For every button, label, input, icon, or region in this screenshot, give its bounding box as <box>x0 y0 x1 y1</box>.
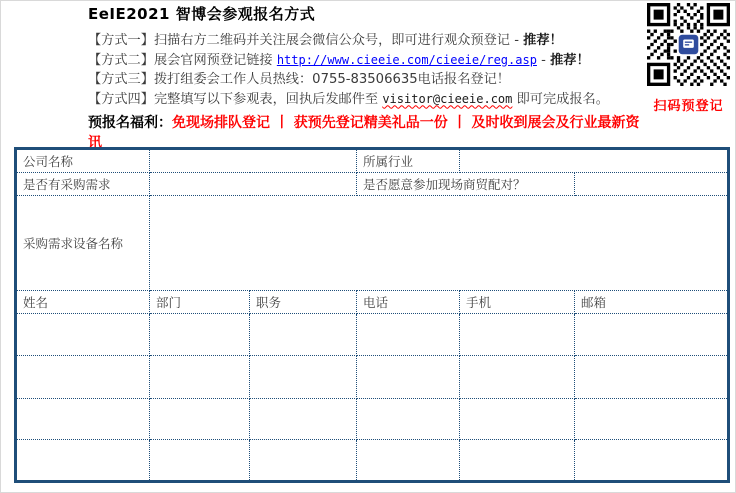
method-1-recommend: 推荐！ <box>523 33 563 48</box>
method-2-recommend: 推荐！ <box>550 52 590 68</box>
industry-field[interactable] <box>460 149 729 173</box>
intro-section <box>88 3 654 153</box>
method-4-line <box>88 90 654 110</box>
contact-header-row <box>16 291 729 314</box>
contact-entry-row <box>16 399 729 440</box>
email-field[interactable] <box>575 356 729 399</box>
contact-entry-row <box>16 314 729 356</box>
industry-label: 所属行业 <box>357 149 460 173</box>
method-3-text: 拨打组委会工作人员热线：0755-83506635电话报名登记！ <box>153 72 510 87</box>
position-field[interactable] <box>250 440 357 482</box>
table-row <box>16 196 729 291</box>
contact-entry-row <box>16 440 729 482</box>
table-row <box>16 149 729 173</box>
qr-caption: 扫码预登记 <box>653 99 724 114</box>
method-2-dash: - <box>536 52 551 68</box>
company-name-label: 公司名称 <box>16 149 150 173</box>
method-1-line <box>88 31 654 51</box>
position-field[interactable] <box>250 399 357 440</box>
department-field[interactable] <box>150 356 250 399</box>
method-4-prefix: 【方式四】 <box>88 91 154 107</box>
mobile-field[interactable] <box>460 440 575 482</box>
matchmaking-field[interactable] <box>575 173 729 196</box>
table-row <box>16 173 729 196</box>
method-2-text: 展会官网预登记链接 <box>153 52 277 68</box>
name-field[interactable] <box>16 314 150 356</box>
name-field[interactable] <box>16 440 150 482</box>
department-field[interactable] <box>150 399 250 440</box>
phone-field[interactable] <box>357 314 460 356</box>
method-1-text: 扫描右方二维码并关注展会微信公众号，即可进行观众预登记 - <box>153 33 524 48</box>
benefits-label: 预报名福利： <box>88 115 172 131</box>
mobile-field[interactable] <box>460 314 575 356</box>
method-4-text-after: 即可完成报名。 <box>512 91 609 107</box>
email-field[interactable] <box>575 314 729 356</box>
company-name-field[interactable] <box>150 149 357 173</box>
department-field[interactable] <box>150 314 250 356</box>
equipment-field[interactable] <box>150 196 729 291</box>
method-2-line <box>88 51 654 71</box>
qr-block <box>647 3 730 114</box>
qr-center-logo <box>678 34 699 55</box>
mobile-field[interactable] <box>460 356 575 399</box>
mobile-field[interactable] <box>460 399 575 440</box>
email-field[interactable] <box>575 440 729 482</box>
phone-field[interactable] <box>357 356 460 399</box>
equipment-label: 采购需求设备名称 <box>16 196 150 291</box>
position-field[interactable] <box>250 356 357 399</box>
qr-code-icon <box>647 3 730 86</box>
header-position: 职务 <box>250 291 357 314</box>
header-phone: 电话 <box>357 291 460 314</box>
matchmaking-label: 是否愿意参加现场商贸配对？ <box>357 173 575 196</box>
benefits-text: 免现场排队登记 丨 获预先登记精美礼品一份 丨 及时收到展会及行业最新资讯 <box>88 115 640 151</box>
registration-table <box>14 147 730 483</box>
header-email: 邮箱 <box>575 291 729 314</box>
position-field[interactable] <box>250 314 357 356</box>
name-field[interactable] <box>16 399 150 440</box>
phone-field[interactable] <box>357 399 460 440</box>
purchase-need-label: 是否有采购需求 <box>16 173 150 196</box>
purchase-need-field[interactable] <box>150 173 357 196</box>
email-field[interactable] <box>575 399 729 440</box>
registration-link[interactable]: http://www.cieeie.com/cieeie/reg.asp <box>276 52 537 67</box>
method-3-prefix: 【方式三】 <box>88 72 154 87</box>
method-1-prefix: 【方式一】 <box>88 33 154 48</box>
method-4-text: 完整填写以下参观表，回执后发邮件至 <box>153 91 383 107</box>
contact-entry-row <box>16 356 729 399</box>
name-field[interactable] <box>16 356 150 399</box>
header-mobile: 手机 <box>460 291 575 314</box>
method-3-line <box>88 70 654 90</box>
method-2-prefix: 【方式二】 <box>88 52 154 68</box>
department-field[interactable] <box>150 440 250 482</box>
header-department: 部门 <box>150 291 250 314</box>
phone-field[interactable] <box>357 440 460 482</box>
header-name: 姓名 <box>16 291 150 314</box>
page-title: EeIE2021 智博会参观报名方式 <box>88 5 316 23</box>
registration-email[interactable]: visitor@cieeie.com <box>382 91 513 106</box>
